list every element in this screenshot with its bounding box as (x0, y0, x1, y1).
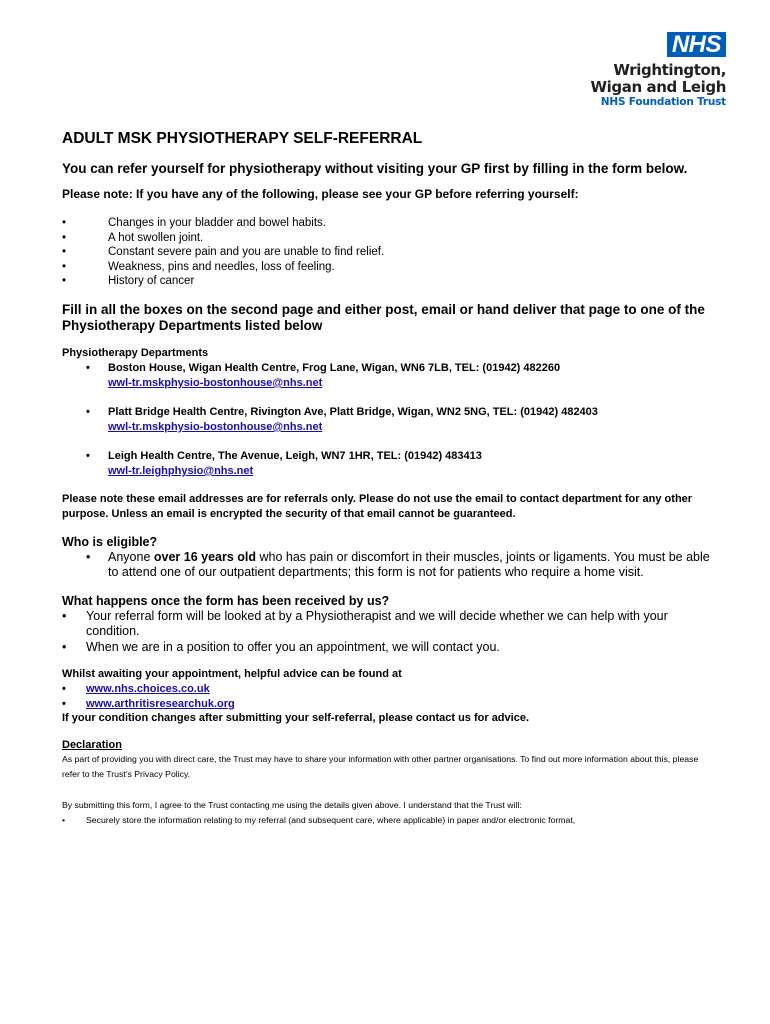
department-address: Boston House, Wigan Health Centre, Frog Lane, Wigan, WN6 7LB, TEL: (01942) 482260 (108, 361, 561, 374)
department-email-link[interactable]: wwl-tr.mskphysio-bostonhouse@nhs.net (108, 420, 323, 433)
declaration-heading: Declaration (62, 739, 122, 752)
bullet-icon: • (62, 608, 67, 623)
trust-name (566, 62, 726, 96)
eligible-item: • Anyone over 16 years old who has pain or discomfort in their muscles, joints or ligaments. You must be able to attend one of our outpatient departments; this form is not for patients who require a home visit. (86, 549, 710, 580)
list-item: • A hot swollen joint. (62, 231, 204, 244)
bullet-icon: • (62, 246, 67, 259)
list-item: • Constant severe pain and you are unable to find relief. (62, 246, 385, 259)
bullet-icon: • (62, 697, 66, 710)
bullet-icon: • (62, 683, 66, 696)
trust-name-line1: Wrightington, (613, 61, 726, 79)
document-content (62, 130, 712, 827)
advice-link-item (62, 682, 712, 697)
advice-footer: If your condition changes after submitting your self-referral, please contact us for advice. (62, 712, 529, 725)
trust-name-line2: Wigan and Leigh (590, 78, 726, 96)
bullet-icon: • (62, 815, 66, 826)
departments-heading: Physiotherapy Departments (62, 346, 209, 359)
declaration-paragraph: By submitting this form, I agree to the Trust contacting me using the details given above. I understand that the Trust will: (62, 800, 522, 811)
bullet-icon: • (86, 361, 90, 374)
list-item: • When we are in a position to offer you an appointment, we will contact you. (62, 639, 500, 654)
gp-note: Please note: If you have any of the following, please see your GP before referring yourself: (62, 187, 579, 201)
age-requirement: over 16 years old (153, 549, 257, 564)
advice-heading: Whilst awaiting your appointment, helpful advice can be found at (62, 668, 402, 681)
bullet-icon: • (62, 639, 67, 654)
bullet-icon: • (62, 217, 67, 229)
bullet-icon: • (62, 275, 67, 288)
eligible-heading: Who is eligible? (62, 534, 158, 549)
advice-link-item (62, 697, 712, 712)
list-item: • Your referral form will be looked at by a Physiotherapist and we will decide whether we can help with your condition. (62, 608, 668, 639)
bullet-icon: • (62, 260, 67, 273)
page-title: ADULT MSK PHYSIOTHERAPY SELF-REFERRAL (62, 130, 423, 147)
intro-text: You can refer yourself for physiotherapy without visiting your GP first by filling in the form below. (62, 161, 688, 176)
received-heading: What happens once the form has been received by us? (62, 593, 390, 608)
nhs-logo-badge: NHS (667, 32, 726, 57)
arthritis-research-link[interactable]: www.arthritisresearchuk.org (86, 697, 235, 710)
email-warning: Please note these email addresses are for referrals only. Please do not use the email to contact department for any other purpose. Unless an email is encrypted the security of that email cannot be guaranteed. (62, 492, 693, 520)
fill-instruction: Fill in all the boxes on the second page and either post, email or hand deliver that page to one of the Physiotherapy Departments listed below (62, 301, 705, 333)
trust-subtitle: NHS Foundation Trust (600, 96, 726, 108)
department-item (62, 449, 712, 479)
warning-list (62, 216, 712, 289)
declaration-paragraph: As part of providing you with direct care, the Trust may have to share your information with other partner organisations. To find out more information about this, please refer to the Trust’s Privacy Policy. (62, 754, 699, 780)
department-email-link[interactable]: wwl-tr.mskphysio-bostonhouse@nhs.net (108, 376, 323, 389)
bullet-icon: • (86, 549, 91, 564)
department-address: Leigh Health Centre, The Avenue, Leigh, WN7 1HR, TEL: (01942) 483413 (108, 449, 482, 462)
nhs-choices-link[interactable]: www.nhs.choices.co.uk (86, 683, 210, 696)
department-address: Platt Bridge Health Centre, Rivington Ave, Platt Bridge, Wigan, WN2 5NG, TEL: (01942) 482403 (108, 405, 598, 418)
department-email-link[interactable]: wwl-tr.leighphysio@nhs.net (108, 464, 254, 477)
list-item: • Changes in your bladder and bowel habits. (62, 217, 327, 229)
list-item: • Weakness, pins and needles, loss of feeling. (62, 260, 335, 273)
list-item: • History of cancer (62, 275, 195, 288)
bullet-icon: • (86, 405, 90, 418)
department-item (62, 361, 712, 391)
bullet-icon: • (86, 449, 90, 462)
list-item: • Securely store the information relating to my referral (and subsequent care, where applicable) in paper and/or electronic format, (62, 815, 576, 826)
nhs-trust-logo (566, 32, 726, 109)
bullet-icon: • (62, 231, 67, 244)
department-item (62, 405, 712, 435)
